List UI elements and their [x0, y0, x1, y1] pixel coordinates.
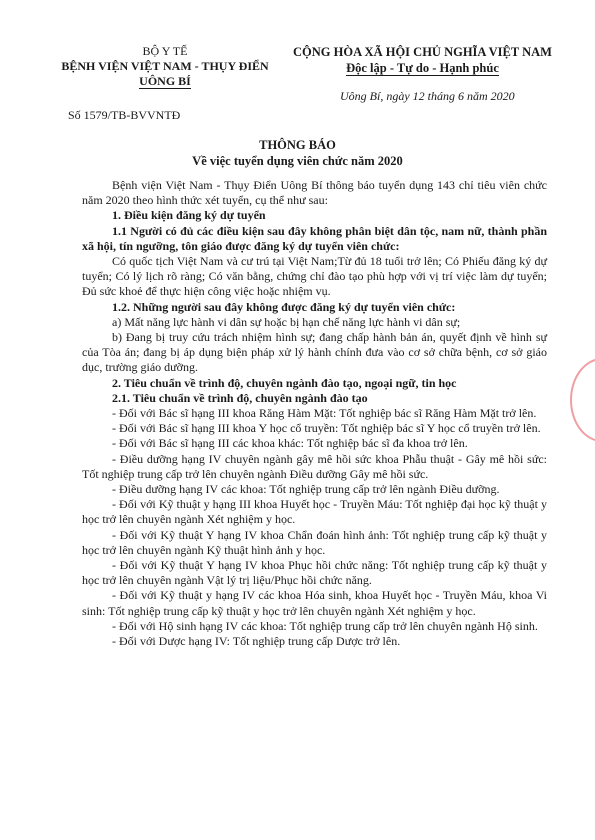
requirement-item: - Đối với Bác sĩ hạng III các khoa khác: Tốt nghiệp bác sĩ đa khoa trở lên. — [112, 436, 468, 451]
requirement-item: - Đối với Kỹ thuật y hạng III khoa Huyết học - Truyền Máu: Tốt nghiệp đại học kỹ thuật y học trở lên chuyên ngành Xét nghiệm y học. — [82, 497, 547, 527]
document-number: Số 1579/TB-BVVNTĐ — [68, 108, 181, 122]
requirement-item: - Đối với Hộ sinh hạng IV các khoa: Tốt nghiệp trung cấp trở lên chuyên ngành Hộ sinh. — [112, 618, 538, 633]
requirement-item: - Đối với Dược hạng IV: Tốt nghiệp trung cấp Dược trở lên. — [112, 634, 401, 649]
requirement-item: - Đối với Kỹ thuật y hạng IV các khoa Hóa sinh, khoa Huyết học - Truyền Máu, khoa Vi sinh: Tốt nghiệp trung cấp kỹ thuật y học trở lên chuyên ngành Xét nghiệm y học. — [82, 588, 547, 618]
hospital-location: UÔNG BÍ — [139, 74, 191, 88]
document-title-block — [0, 137, 595, 169]
national-motto-block — [280, 44, 565, 76]
section-heading-1: 1. Điều kiện đăng ký dự tuyển — [112, 208, 266, 223]
place-date: Uông Bí, ngày 12 tháng 6 năm 2020 — [340, 89, 515, 103]
requirement-item: - Điều dưỡng hạng IV các khoa: Tốt nghiệp trung cấp trở lên ngành Điều dưỡng. — [112, 482, 500, 497]
exclusion-item-a: a) Mất năng lực hành vi dân sự hoặc bị hạn chế năng lực hành vi dân sự; — [112, 314, 461, 329]
section-heading-2: 2. Tiêu chuẩn về trình độ, chuyên ngành đào tạo, ngoại ngữ, tin học — [112, 375, 457, 390]
section-heading-1-1: 1.1 Người có đủ các điều kiện sau đây không phân biệt dân tộc, nam nữ, thành phần xã hội, tín ngưỡng, tôn giáo được đăng ký dự tuyển viên chức: — [82, 223, 547, 253]
official-seal — [570, 358, 595, 442]
requirement-item: - Đối với Bác sĩ hạng III khoa Y học cổ truyền: Tốt nghiệp bác sĩ Y học cổ truyền trở lên. — [112, 421, 541, 436]
section-heading-2-1: 2.1. Tiêu chuẩn về trình độ, chuyên ngành đào tạo — [112, 390, 368, 405]
hospital-name: BỆNH VIỆN VIỆT NAM - THỤY ĐIỂN — [61, 59, 269, 73]
requirement-item: - Đối với Kỹ thuật Y hạng IV khoa Chẩn đoán hình ảnh: Tốt nghiệp trung cấp kỹ thuật y học trở lên chuyên ngành Kỹ thuật hình ảnh y học. — [82, 527, 547, 557]
exclusion-item-b: b) Đang bị truy cứu trách nhiệm hình sự; đang chấp hành bản án, quyết định về hình sự của Tòa án; đang bị áp dụng biện pháp xử lý hành chính đưa vào cơ sở chữa bệnh, cơ sở giáo dục, trường giáo dưỡng. — [82, 330, 547, 375]
section-heading-1-2: 1.2. Những người sau đây không được đăng ký dự tuyển viên chức: — [112, 299, 456, 314]
issuer-block — [50, 44, 280, 89]
requirement-item: - Đối với Bác sĩ hạng III khoa Răng Hàm Mặt: Tốt nghiệp bác sĩ Răng Hàm Mặt trở lên. — [112, 406, 537, 421]
document-body — [82, 178, 547, 649]
national-motto: Độc lập - Tự do - Hạnh phúc — [346, 61, 499, 75]
document-subtitle: Về việc tuyển dụng viên chức năm 2020 — [192, 154, 403, 168]
requirement-item: - Đối với Kỹ thuật Y hạng IV khoa Phục hồi chức năng: Tốt nghiệp trung cấp kỹ thuật y học trở lên chuyên ngành Vật lý trị liệu/Phục hồi chức năng. — [82, 558, 547, 588]
national-name: CỘNG HÒA XÃ HỘI CHỦ NGHĨA VIỆT NAM — [293, 45, 552, 59]
requirement-item: - Điều dưỡng hạng IV chuyên ngành gây mê hồi sức khoa Phẫu thuật - Gây mê hồi sức: Tốt nghiệp trung cấp trở lên chuyên ngành Điều dưỡng Gây mê hồi sức. — [82, 451, 547, 481]
intro-paragraph: Bệnh viện Việt Nam - Thụy Điển Uông Bí thông báo tuyển dụng 143 chỉ tiêu viên chức năm 2020 theo hình thức xét tuyển, cụ thể như sau: — [82, 178, 547, 208]
eligibility-paragraph: Có quốc tịch Việt Nam và cư trú tại Việt Nam;Từ đủ 18 tuổi trở lên; Có Phiếu đăng ký dự tuyển; Có lý lịch rõ ràng; Có văn bằng, chứng chỉ đào tạo phù hợp với vị trí việc làm dự tuyển; Đủ sức khoẻ để thực hiện công việc hoặc nhiệm vụ. — [82, 254, 547, 299]
ministry-name: BỘ Y TẾ — [142, 44, 188, 58]
document-title: THÔNG BÁO — [259, 138, 336, 152]
